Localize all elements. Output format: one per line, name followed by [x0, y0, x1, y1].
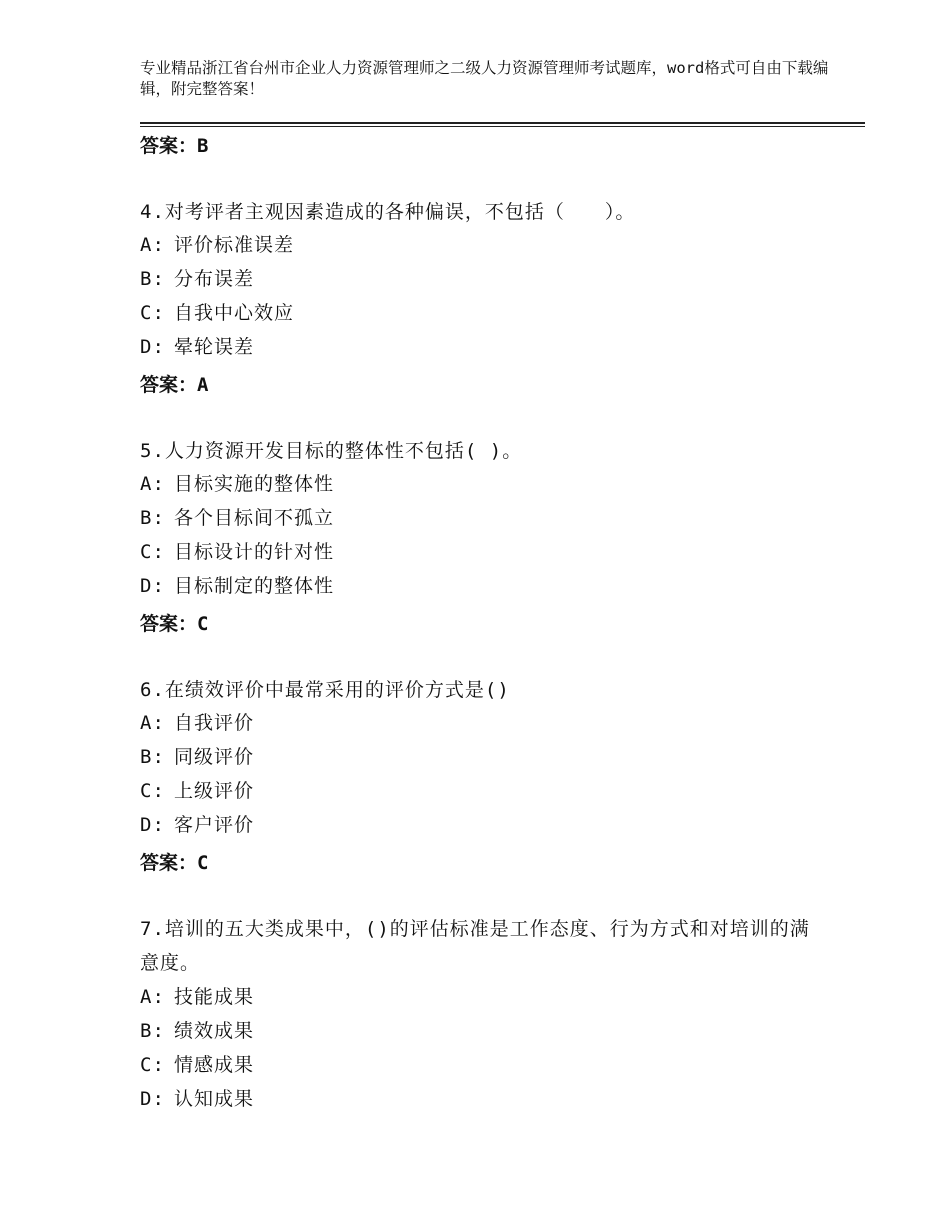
answer-value: B — [197, 135, 209, 157]
option-letter: C: — [140, 541, 165, 563]
option-letter: C: — [140, 1054, 165, 1076]
answer-label: 答案： — [140, 135, 198, 157]
option-text: 自我评价 — [174, 712, 255, 734]
question-6-option-a — [140, 711, 254, 735]
question-5-option-c — [140, 540, 334, 564]
option-text: 绩效成果 — [174, 1020, 255, 1042]
option-letter: D: — [140, 336, 165, 358]
question-7-option-c — [140, 1053, 254, 1077]
option-letter: C: — [140, 302, 165, 324]
option-text: 自我中心效应 — [174, 302, 295, 324]
option-letter: B: — [140, 507, 165, 529]
header-rule-thick — [140, 122, 865, 124]
header-rule-thin — [140, 126, 865, 127]
option-text: 目标实施的整体性 — [174, 473, 335, 495]
question-4-option-d — [140, 335, 254, 359]
option-letter: D: — [140, 575, 165, 597]
option-letter: A: — [140, 712, 165, 734]
option-letter: B: — [140, 746, 165, 768]
option-text: 晕轮误差 — [174, 336, 255, 358]
option-letter: A: — [140, 986, 165, 1008]
question-stem-4: 4.对考评者主观因素造成的各种偏误，不包括（ ）。 — [140, 201, 636, 223]
question-6-option-b — [140, 745, 254, 769]
answer-line-5 — [140, 609, 208, 636]
question-stem-7: 7.培训的五大类成果中，()的评估标准是工作态度、行为方式和对培训的满意度。 — [140, 918, 810, 974]
question-5-option-a — [140, 472, 334, 496]
option-text: 技能成果 — [174, 986, 255, 1008]
option-letter: D: — [140, 1088, 165, 1110]
question-7-option-a — [140, 985, 254, 1009]
option-text: 上级评价 — [174, 780, 255, 802]
question-6-option-d — [140, 813, 254, 837]
option-letter: B: — [140, 268, 165, 290]
answer-value: C — [197, 852, 209, 874]
option-text: 各个目标间不孤立 — [174, 507, 335, 529]
question-stem-5: 5.人力资源开发目标的整体性不包括( )。 — [140, 440, 523, 462]
option-text: 目标设计的针对性 — [174, 541, 335, 563]
answer-line-prev — [140, 131, 208, 158]
option-letter: B: — [140, 1020, 165, 1042]
answer-label: 答案： — [140, 374, 198, 396]
question-7-option-d — [140, 1087, 254, 1111]
answer-value: C — [197, 613, 209, 635]
option-letter: D: — [140, 814, 165, 836]
question-stem-6: 6.在绩效评价中最常采用的评价方式是() — [140, 679, 510, 701]
option-text: 认知成果 — [174, 1088, 255, 1110]
option-text: 分布误差 — [174, 268, 255, 290]
answer-label: 答案： — [140, 613, 198, 635]
answer-label: 答案： — [140, 852, 198, 874]
option-text: 评价标准误差 — [174, 234, 295, 256]
answer-line-4 — [140, 370, 208, 397]
option-letter: A: — [140, 234, 165, 256]
option-text: 客户评价 — [174, 814, 255, 836]
question-4-option-a — [140, 233, 294, 257]
question-4-option-b — [140, 267, 254, 291]
option-letter: A: — [140, 473, 165, 495]
question-6-option-c — [140, 779, 254, 803]
question-4-option-c — [140, 301, 294, 325]
option-text: 情感成果 — [174, 1054, 255, 1076]
question-7-option-b — [140, 1019, 254, 1043]
option-letter: C: — [140, 780, 165, 802]
question-5-option-d — [140, 574, 334, 598]
answer-line-6 — [140, 848, 208, 875]
option-text: 同级评价 — [174, 746, 255, 768]
answer-value: A — [197, 374, 209, 396]
option-text: 目标制定的整体性 — [174, 575, 335, 597]
question-5-option-b — [140, 506, 334, 530]
document-header: 专业精品浙江省台州市企业人力资源管理师之二级人力资源管理师考试题库，word格式可自由下载编辑，附完整答案！ — [140, 59, 829, 98]
